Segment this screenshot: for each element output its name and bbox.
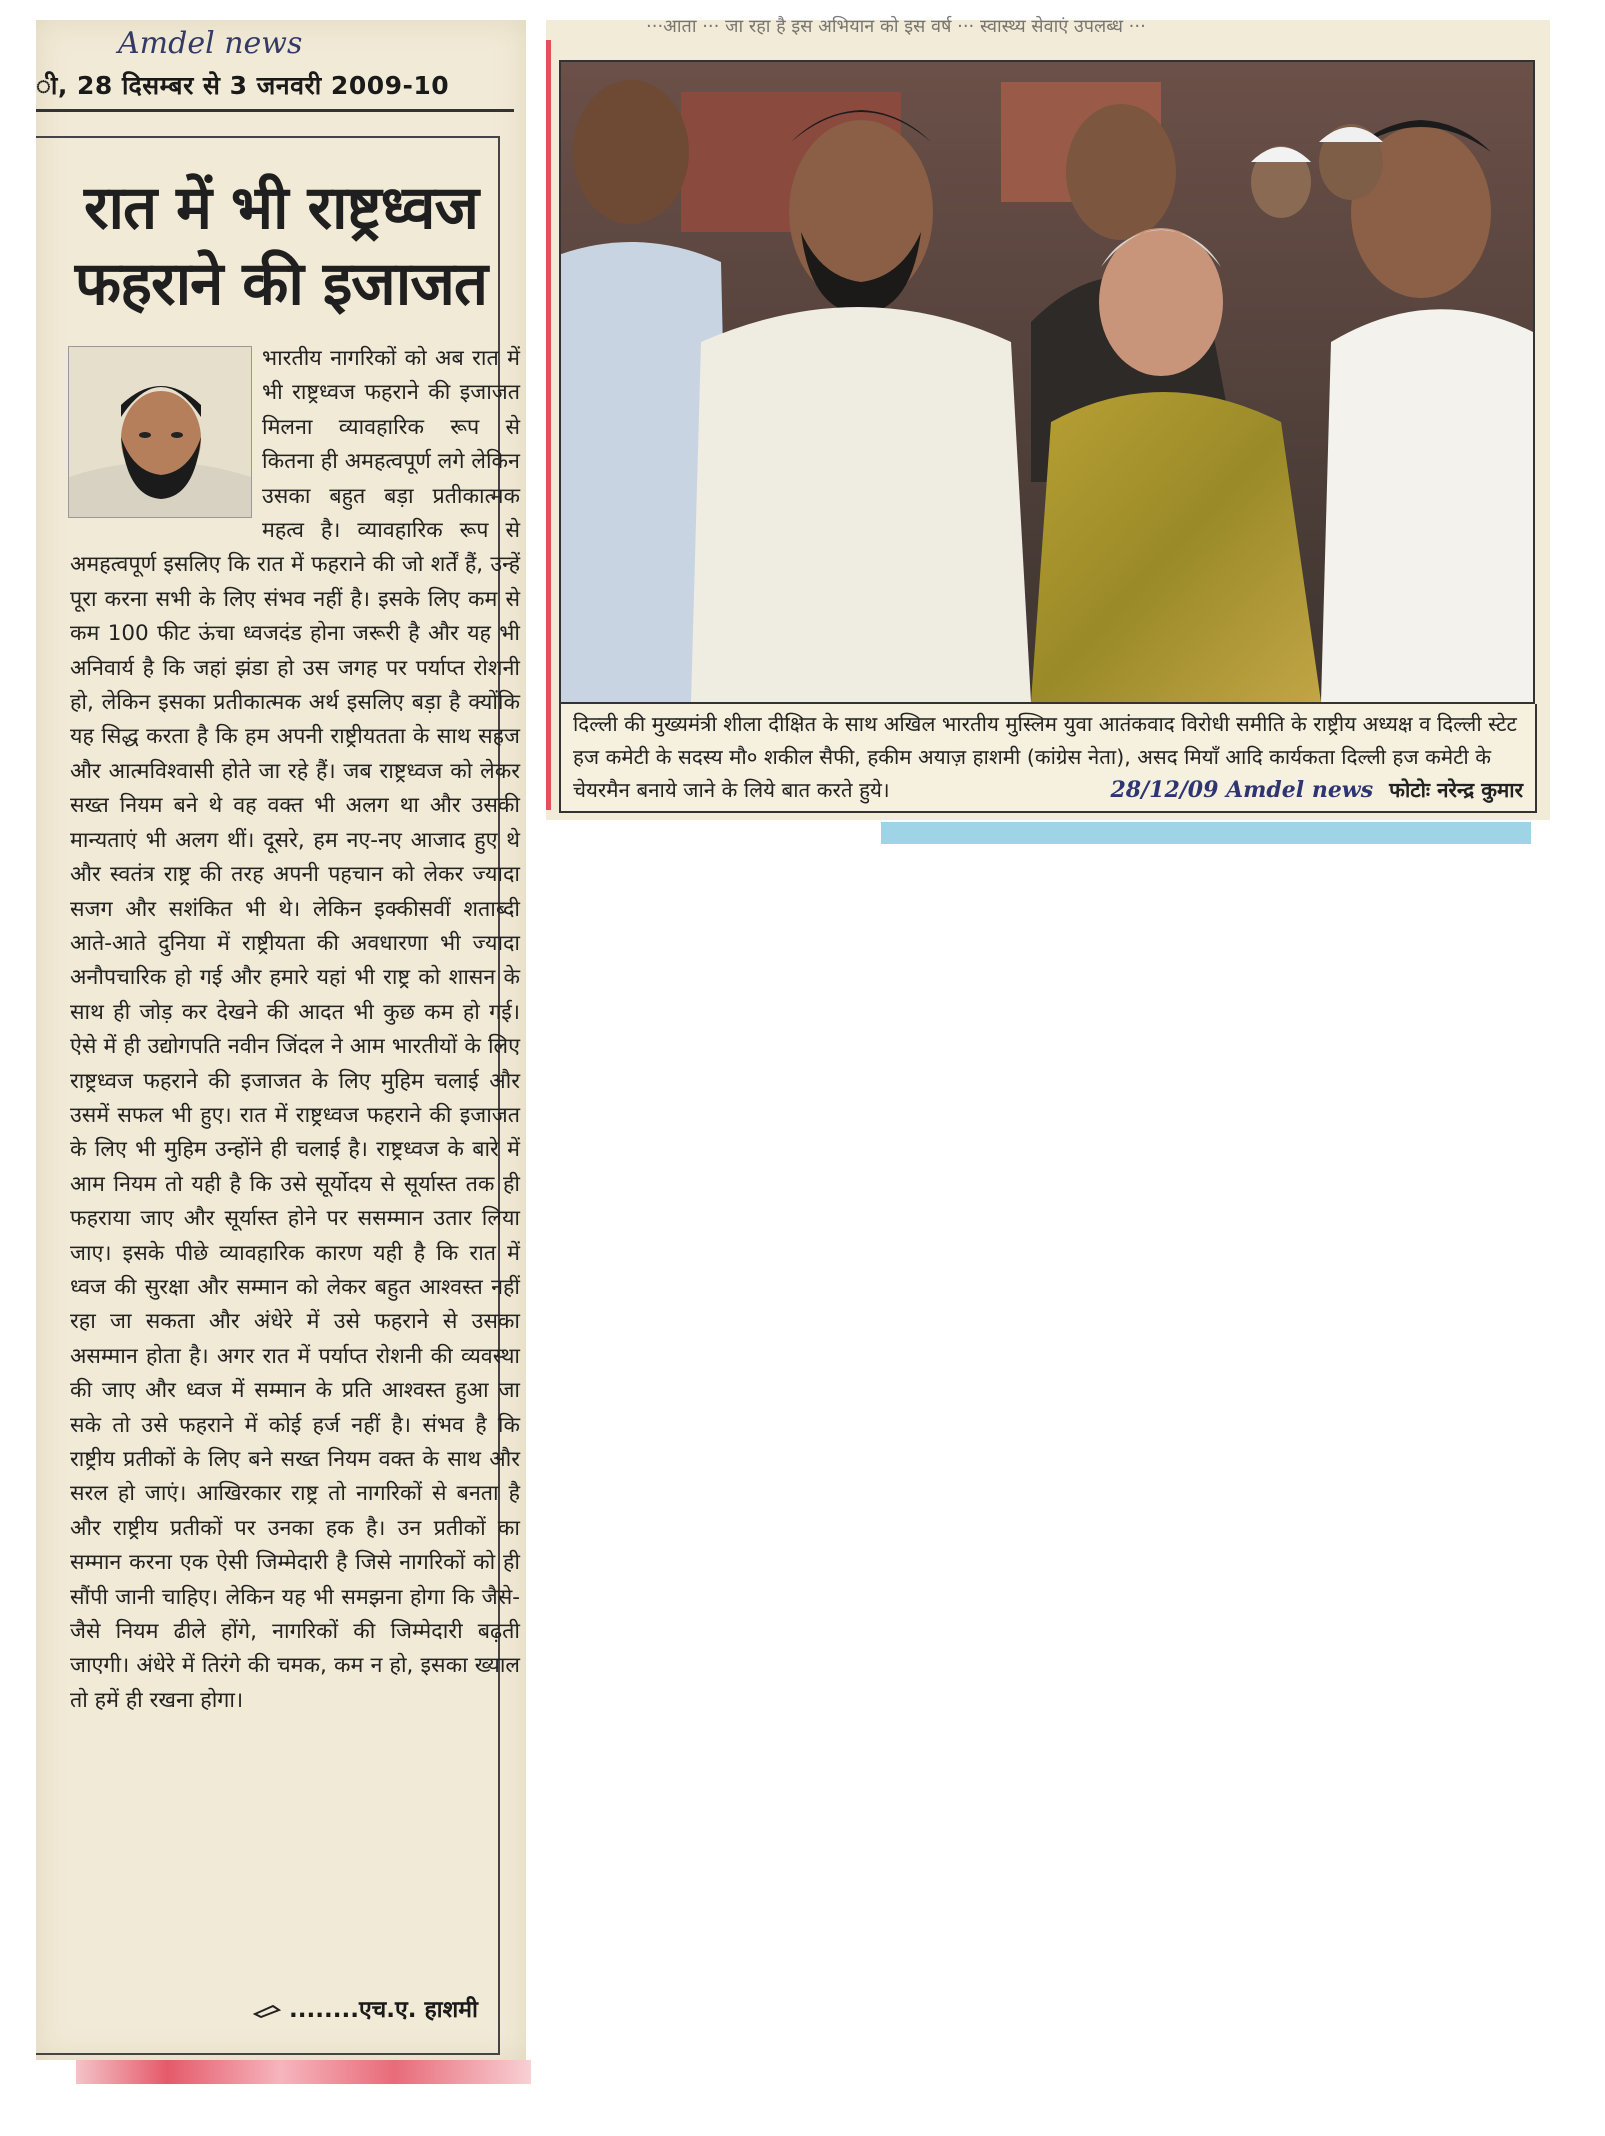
headline-line-1: रात में भी राष्ट्रध्वज — [83, 173, 479, 243]
article-byline — [253, 1992, 478, 2024]
photo-caption — [559, 704, 1537, 813]
photo-frame — [546, 40, 1551, 810]
article-body — [70, 342, 520, 1718]
article-clipping — [36, 20, 526, 2060]
photo-clipping — [546, 16, 1550, 820]
author-portrait — [68, 346, 252, 518]
article-text: भारतीय नागरिकों को अब रात में भी राष्ट्रध्वज फहराने की इजाजत मिलना व्यावहारिक रूप से कितना ही अमहत्वपूर्ण लगे लेकिन उसका बहुत बड़ा प्रतीकात्मक महत्व है। व्यावहारिक रूप से अमहत्वपूर्ण इसलिए कि रात में फहराने की जो शर्तें हैं, उन्हें पूरा करना सभी के लिए संभव नहीं है। इसके लिए कम से कम 100 फीट ऊंचा ध्वजदंड होना जरूरी है और यह भी अनिवार्य है कि जहां झंडा हो उस जगह पर पर्याप्त रोशनी हो, लेकिन इसका प्रतीकात्मक अर्थ इसलिए बड़ा है क्योंकि यह सिद्ध करता है कि हम अपनी राष्ट्रीयतता के साथ सहज और आत्मविश्वासी होते जा रहे हैं। जब राष्ट्रध्वज को लेकर सख्त नियम बने थे वह वक्त भी अलग था और उसकी मान्यताएं भी अलग थीं। दूसरे, हम नए-नए आजाद हुए थे और स्वतंत्र राष्ट्र की तरह अपनी पहचान को लेकर ज्यादा सजग और सशंकित भी थे। लेकिन इक्कीसवीं शताब्दी आते-आते दुनिया में राष्ट्रीयता की अवधारणा भी ज्यादा अनौपचारिक हो गई और हमारे यहां भी राष्ट्र को शासन के साथ ही जोड़ कर देखने की आदत भी कुछ कम हो गई। ऐसे में ही उद्योगपति नवीन जिंदल ने आम भारतीयों के लिए राष्ट्रध्वज फहराने की इजाजत के लिए मुहिम चलाई और उसमें सफल भी हुए। रात में राष्ट्रध्वज फहराने की इजाजत के लिए भी मुहिम उन्होंने ही चलाई है। राष्ट्रध्वज के बारे में आम नियम तो यही है कि उसे सूर्योदय से सूर्यास्त तक ही फहराया जाए और सूर्यास्त होने पर ससम्मान उतार लिया जाए। इसके पीछे व्यावहारिक कारण यही है कि रात में ध्वज की सुरक्षा और सम्मान को लेकर बहुत आश्वस्त नहीं रहा जा सकता और अंधेरे में उसे फहराने से उसका असम्मान होता है। अगर रात में पर्याप्त रोशनी की व्यवस्था की जाए और ध्वज में सम्मान के प्रति आश्वस्त हुआ जा सके तो उसे फहराने में कोई हर्ज नहीं है। संभव है कि राष्ट्रीय प्रतीकों के लिए बने सख्त नियम वक्त के साथ और सरल हो जाएं। आखिरकार राष्ट्र तो नागरिकों से बनता है और राष्ट्रीय प्रतीकों पर उनका हक है। उन प्रतीकों का सम्मान करना एक ऐसी जिम्मेदारी है जिसे नागरिकों को ही सौंपी जानी चाहिए। लेकिन यह भी समझना होगा कि जैसे-जैसे नियम ढीले होंगे, नागरिकों की जिम्मेदारी बढ़ती जाएगी। अंधेरे में तिरंगे की चमक, कम न हो, इसका ख्याल तो हमें ही रखना होगा। — [70, 346, 520, 1713]
issue-date-line: ी, 28 दिसम्बर से 3 जनवरी 2009-10 — [36, 68, 526, 102]
caption-handwritten-date: 28/12/09 Amdel news — [1110, 777, 1374, 803]
headline-line-2: फहराने की इजाजत — [74, 249, 488, 319]
author-portrait-image — [69, 347, 251, 517]
caption-text: दिल्ली की मुख्यमंत्री शीला दीक्षित के साथ अखिल भारतीय मुस्लिम युवा आतंकवाद विरोधी समीति के राष्ट्रीय अध्यक्ष व दिल्ली स्टेट हज कमेटी के सदस्य मौ० शकील सैफी, हकीम अयाज़ हाशमी (कांग्रेस नेता), असद मियाँ आदि कार्यकता दिल्ली हज कमेटी के चेयरमैन बनाये जाने के लिये बात करते हुये। — [573, 712, 1517, 802]
group-photo — [561, 62, 1533, 702]
color-band — [881, 822, 1531, 844]
handwritten-note: Amdel news — [118, 26, 303, 61]
headline — [46, 170, 516, 322]
photo-credit: फोटोः नरेन्द्र कुमार — [1389, 778, 1523, 802]
color-band — [76, 2060, 531, 2084]
pencil-icon — [253, 2004, 283, 2018]
news-photo — [559, 60, 1535, 704]
byline-text: ........एच.ए. हाशमी — [289, 1997, 478, 2023]
previous-article-snippet: ···आता ··· जा रहा है इस अभियान को इस वर्ष ··· स्वास्थ्य सेवाएं उपलब्ध ··· — [646, 16, 1146, 37]
